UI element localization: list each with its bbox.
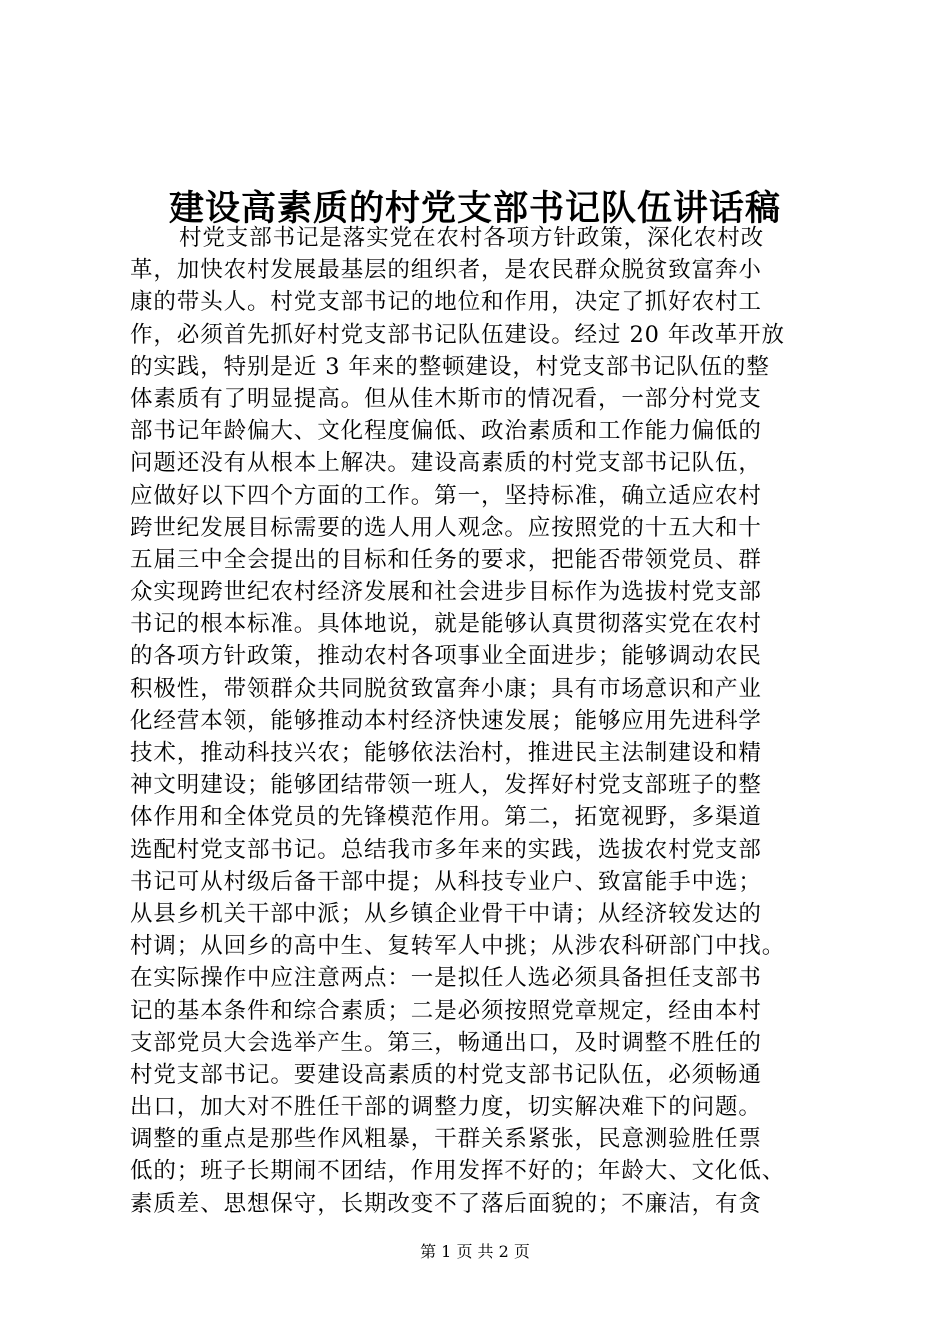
body-line: 体作用和全体党员的先锋模范作用。第二，拓宽视野，多渠道: [130, 804, 762, 831]
body-line: 低的；班子长期闹不团结，作用发挥不好的；年龄大、文化低、: [130, 1158, 786, 1185]
body-line: 化经营本领，能够推动本村经济快速发展；能够应用先进科学: [130, 707, 762, 734]
body-line: 众实现跨世纪农村经济发展和社会进步目标作为选拔村党支部: [130, 579, 762, 606]
body-line: 调整的重点是那些作风粗暴，干群关系紧张，民意测验胜任票: [130, 1126, 762, 1153]
body-line: 技术，推动科技兴农；能够依法治村，推进民主法制建设和精: [130, 740, 762, 766]
body-line: 五届三中全会提出的目标和任务的要求，把能否带领党员、群: [130, 546, 762, 573]
body-line: 从县乡机关干部中派；从乡镇企业骨干中请；从经济较发达的: [130, 900, 762, 927]
body-line: 村党支部书记。要建设高素质的村党支部书记队伍，必须畅通: [130, 1061, 762, 1088]
body-line: 部书记年龄偏大、文化程度偏低、政治素质和工作能力偏低的: [130, 418, 762, 445]
body-line: 支部党员大会选举产生。第三，畅通出口，及时调整不胜任的: [130, 1029, 762, 1056]
body-line: 问题还没有从根本上解决。建设高素质的村党支部书记队伍，: [130, 450, 762, 477]
body-line: 康的带头人。村党支部书记的地位和作用，决定了抓好农村工: [130, 289, 762, 316]
body-line: 村调；从回乡的高中生、复转军人中挑；从涉农科研部门中找。: [130, 933, 786, 960]
body-line: 村党支部书记是落实党在农村各项方针政策，深化农村改: [179, 225, 765, 251]
body-line: 作，必须首先抓好村党支部书记队伍建设。经过 20 年改革开放: [130, 321, 785, 348]
body-line: 的各项方针政策，推动农村各项事业全面进步；能够调动农民: [130, 643, 762, 670]
document-title: 建设高素质的村党支部书记队伍讲话稿: [168, 188, 781, 229]
body-line: 应做好以下四个方面的工作。第一，坚持标准，确立适应农村: [130, 482, 762, 509]
body-line: 体素质有了明显提高。但从佳木斯市的情况看，一部分村党支: [130, 385, 762, 412]
body-line: 的实践，特别是近 3 年来的整顿建设，村党支部书记队伍的整: [130, 353, 770, 380]
body-line: 积极性，带领群众共同脱贫致富奔小康；具有市场意识和产业: [130, 675, 762, 702]
body-line: 素质差、思想保守，长期改变不了落后面貌的；不廉洁，有贪: [130, 1190, 762, 1217]
body-line: 跨世纪发展目标需要的选人用人观念。应按照党的十五大和十: [130, 514, 762, 541]
body-line: 书记可从村级后备干部中提；从科技专业户、致富能手中选；: [130, 868, 762, 895]
body-line: 革，加快农村发展最基层的组织者，是农民群众脱贫致富奔小: [130, 257, 762, 284]
body-line: 书记的根本标准。具体地说，就是能够认真贯彻落实党在农村: [130, 611, 762, 638]
body-line: 出口，加大对不胜任干部的调整力度，切实解决难下的问题。: [130, 1094, 762, 1121]
body-line: 在实际操作中应注意两点：一是拟任人选必须具备担任支部书: [130, 965, 762, 992]
page-number-footer: 第 1 页 共 2 页: [420, 1242, 530, 1261]
body-line: 记的基本条件和综合素质；二是必须按照党章规定，经由本村: [130, 997, 762, 1024]
document-body: [130, 222, 830, 1220]
body-line: 选配村党支部书记。总结我市多年来的实践，选拔农村党支部: [130, 836, 762, 863]
body-line: 神文明建设；能够团结带领一班人，发挥好村党支部班子的整: [130, 772, 762, 799]
